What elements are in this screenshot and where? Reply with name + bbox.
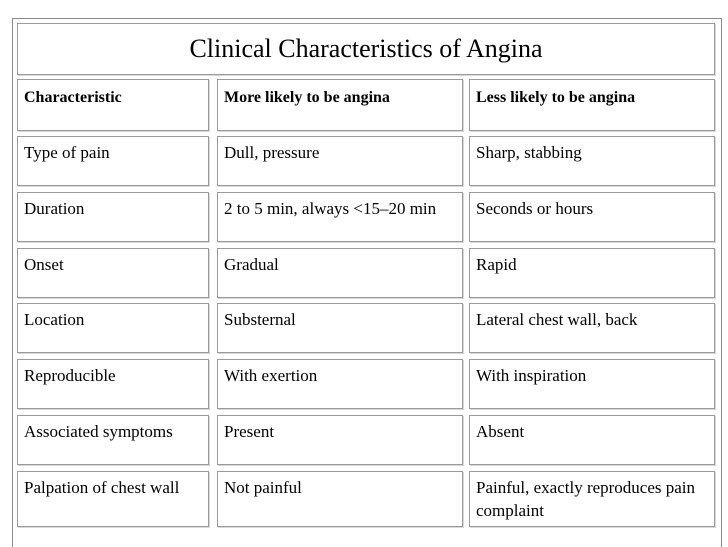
row-more-likely: Gradual <box>224 255 279 274</box>
table-cell <box>17 303 209 353</box>
table-cell <box>469 415 715 465</box>
table-cell <box>17 359 209 409</box>
table-cell <box>217 303 463 353</box>
row-less-likely: Lateral chest wall, back <box>476 310 638 329</box>
table-cell <box>217 136 463 186</box>
table-cell <box>469 192 715 242</box>
table-cell <box>469 303 715 353</box>
table-cell <box>17 415 209 465</box>
row-more-likely: Present <box>224 422 275 441</box>
row-less-likely: Absent <box>476 422 525 441</box>
row-characteristic: Duration <box>24 199 85 218</box>
header-cell-characteristic <box>17 79 209 131</box>
table-cell <box>17 136 209 186</box>
table-cell <box>217 192 463 242</box>
header-cell-less-likely <box>469 79 715 131</box>
row-characteristic: Onset <box>24 255 64 274</box>
row-characteristic: Type of pain <box>24 143 110 162</box>
table-title-cell <box>17 23 715 75</box>
header-less-likely: Less likely to be angina <box>476 89 636 106</box>
row-characteristic: Palpation of chest wall <box>24 478 180 497</box>
table-cell <box>17 248 209 298</box>
row-more-likely: With exertion <box>224 366 318 385</box>
table-cell <box>217 359 463 409</box>
row-more-likely: 2 to 5 min, always <15–20 min <box>224 199 437 218</box>
row-more-likely: Not painful <box>224 478 302 497</box>
row-characteristic: Associated symptoms <box>24 422 173 441</box>
header-characteristic: Characteristic <box>24 89 122 106</box>
table-cell <box>469 248 715 298</box>
row-characteristic: Reproducible <box>24 366 116 385</box>
row-more-likely: Dull, pressure <box>224 143 320 162</box>
table-cell <box>217 471 463 527</box>
table-cell <box>469 471 715 527</box>
table-cell <box>469 359 715 409</box>
table-cell <box>469 136 715 186</box>
row-less-likely: Sharp, stabbing <box>476 143 582 162</box>
row-more-likely: Substernal <box>224 310 296 329</box>
row-less-likely: Seconds or hours <box>476 199 594 218</box>
table-cell <box>217 248 463 298</box>
table-cell <box>17 471 209 527</box>
row-less-likely: Rapid <box>476 255 517 274</box>
header-cell-more-likely <box>217 79 463 131</box>
row-characteristic: Location <box>24 310 85 329</box>
table-title: Clinical Characteristics of Angina <box>189 34 543 63</box>
row-less-likely: Painful, exactly reproduces pain complaint <box>476 478 696 520</box>
table-cell <box>217 415 463 465</box>
row-less-likely: With inspiration <box>476 366 587 385</box>
header-more-likely: More likely to be angina <box>224 89 390 106</box>
table-cell <box>17 192 209 242</box>
